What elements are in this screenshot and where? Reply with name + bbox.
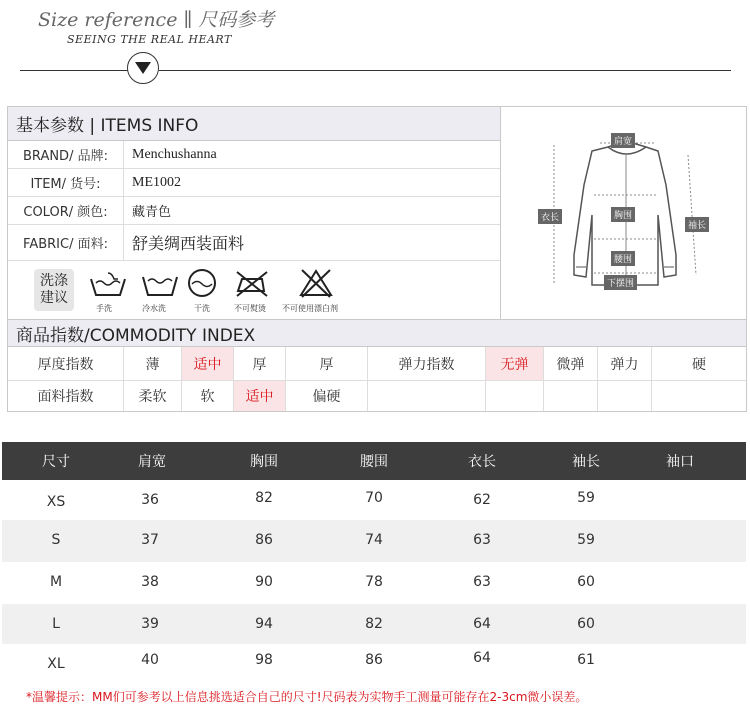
fabric-value: 舒美绸西装面料 [124, 225, 500, 261]
tip-note: *温馨提示：MM们可参考以上信息挑选适合自己的尺寸!尺码表为实物手工测量可能存在2-3cm微小误差。 [26, 690, 588, 704]
waist-tag: 腰围 [611, 251, 635, 266]
table-cell: 40 [141, 652, 159, 668]
brand-label: BRAND/ 品牌: [8, 141, 124, 169]
size-cell: XL [47, 656, 65, 672]
table-cell: 60 [577, 616, 595, 632]
size-table-header [2, 442, 746, 480]
table-cell: 39 [141, 616, 159, 632]
fabric-label: FABRIC/ 面料: [8, 225, 124, 261]
elasticity-option-selected: 无弹 [486, 347, 544, 381]
divider-right [159, 70, 731, 71]
item-label: ITEM/ 货号: [8, 169, 124, 197]
length-tag: 衣长 [538, 209, 562, 224]
size-cell: M [49, 574, 63, 590]
empty-cell [598, 381, 652, 411]
thickness-option: 厚 [286, 347, 368, 381]
table-cell: 59 [577, 532, 595, 548]
cold-wash-label: 冷水洗 [142, 304, 166, 313]
table-cell [626, 604, 734, 644]
divider-left [20, 70, 128, 71]
column-header: 胸围 [250, 454, 278, 470]
thickness-option: 厚 [234, 347, 286, 381]
table-cell: 98 [255, 652, 273, 668]
no-iron-icon [234, 269, 270, 299]
empty-cell [368, 381, 486, 411]
cold-wash-icon [140, 271, 180, 299]
table-cell: 63 [473, 532, 491, 548]
table-row [2, 520, 746, 562]
elasticity-option: 硬 [652, 347, 746, 381]
elasticity-option: 微弹 [544, 347, 598, 381]
chest-tag: 胸围 [611, 207, 635, 222]
item-value: ME1002 [124, 169, 500, 197]
table-cell: 64 [473, 650, 491, 666]
chevron-down-icon [127, 52, 159, 84]
shoulder-tag: 肩宽 [611, 133, 635, 148]
elasticity-label: 弹力指数 [368, 347, 486, 381]
fabric-option: 柔软 [124, 381, 182, 411]
column-header: 袖长 [572, 454, 600, 470]
hand-wash-label: 手洗 [96, 304, 112, 313]
fabric-option: 软 [182, 381, 234, 411]
table-cell: 64 [473, 616, 491, 632]
brand-value: Menchushanna [124, 141, 500, 169]
no-iron-label: 不可熨烫 [234, 304, 266, 313]
elasticity-option: 弹力 [598, 347, 652, 381]
table-cell: 63 [473, 574, 491, 590]
table-cell: 90 [255, 574, 273, 590]
table-cell: 82 [365, 616, 383, 632]
no-bleach-icon [298, 267, 334, 299]
table-cell: 38 [141, 574, 159, 590]
table-cell: 86 [365, 652, 383, 668]
care-label: 洗涤 建议 [34, 269, 74, 311]
table-cell: 86 [255, 532, 273, 548]
table-cell: 78 [365, 574, 383, 590]
table-cell [626, 520, 734, 560]
column-header: 尺寸 [42, 454, 70, 470]
thickness-label: 厚度指数 [8, 347, 124, 381]
fabric-index-label: 面料指数 [8, 381, 124, 411]
color-value: 藏青色 [124, 197, 500, 225]
items-info-panel [7, 106, 747, 412]
hand-wash-icon [88, 269, 128, 299]
table-row [2, 604, 746, 644]
table-cell: 61 [577, 652, 595, 668]
color-label: COLOR/ 颜色: [8, 197, 124, 225]
column-header: 肩宽 [138, 454, 166, 470]
empty-cell [486, 381, 544, 411]
column-header: 袖口 [666, 454, 694, 470]
size-cell: S [51, 532, 61, 548]
commodity-heading: 商品指数/COMMODITY INDEX [8, 319, 746, 347]
fabric-option: 偏硬 [286, 381, 368, 411]
column-header: 腰围 [360, 454, 388, 470]
thickness-option: 薄 [124, 347, 182, 381]
table-row [2, 480, 746, 520]
dry-clean-label: 干洗 [194, 304, 210, 313]
table-cell: 74 [365, 532, 383, 548]
empty-cell [544, 381, 598, 411]
table-cell: 36 [141, 492, 159, 508]
thickness-option-selected: 适中 [182, 347, 234, 381]
items-info-heading: 基本参数 | ITEMS INFO [8, 107, 500, 141]
size-cell: XS [46, 494, 66, 510]
table-cell [626, 644, 734, 684]
column-header: 衣长 [468, 454, 496, 470]
hem-tag: 下摆围 [604, 275, 637, 290]
table-cell: 37 [141, 532, 159, 548]
table-cell: 62 [473, 492, 491, 508]
table-cell: 94 [255, 616, 273, 632]
fabric-option-selected: 适中 [234, 381, 286, 411]
sleeve-tag: 袖长 [685, 217, 709, 232]
table-cell [626, 480, 734, 520]
page-subtitle: SEEING THE REAL HEART [67, 33, 232, 46]
size-cell: L [52, 616, 60, 632]
table-cell: 59 [577, 490, 595, 506]
page-title: Size reference ∥ 尺码参考 [38, 9, 275, 31]
table-row [2, 562, 746, 604]
no-bleach-label: 不可使用漂白剂 [282, 304, 338, 313]
dry-clean-icon [186, 267, 218, 299]
table-cell: 70 [365, 490, 383, 506]
table-cell [626, 562, 734, 602]
table-cell: 60 [577, 574, 595, 590]
table-row [2, 644, 746, 684]
table-cell: 82 [255, 490, 273, 506]
